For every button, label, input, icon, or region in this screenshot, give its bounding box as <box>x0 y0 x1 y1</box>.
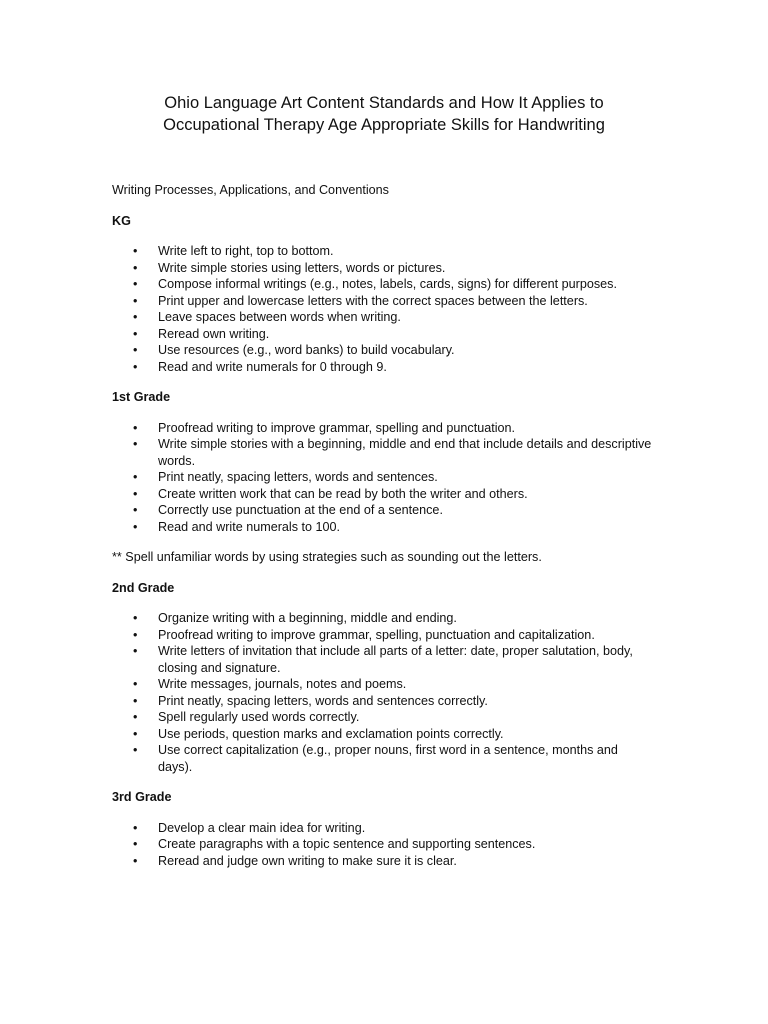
list-item <box>112 836 652 853</box>
list-item <box>112 326 652 343</box>
list-item <box>112 420 652 437</box>
bullet-icon: • <box>133 710 138 724</box>
bullet-icon: • <box>133 519 138 534</box>
section-intro: Writing Processes, Applications, and Conventions <box>112 183 389 197</box>
list-item <box>112 693 652 710</box>
bullet-icon: • <box>133 310 138 324</box>
bullet-icon: • <box>133 726 138 741</box>
bullet-icon: • <box>133 343 138 357</box>
list-item <box>112 309 652 326</box>
document-body <box>112 182 652 883</box>
list-item-text: Create written work that can be read by both the writer and others. <box>158 486 528 501</box>
bullet-icon: • <box>133 486 138 501</box>
heading-grade-3: 3rd Grade <box>112 790 172 804</box>
list-item-text: Reread own writing. <box>158 326 270 341</box>
bullet-icon: • <box>133 293 138 308</box>
list-item-text: Print neatly, spacing letters, words and sentences correctly. <box>158 693 488 708</box>
bullet-icon: • <box>133 677 138 691</box>
list-item-text: Write letters of invitation that include all parts of a letter: date, proper salutation, body, closing and signature. <box>158 644 633 675</box>
list-item <box>112 276 652 293</box>
bullet-icon: • <box>133 260 138 275</box>
list-item <box>112 627 652 644</box>
bullet-icon: • <box>133 644 138 658</box>
list-item <box>112 853 652 870</box>
list-item <box>112 643 652 676</box>
list-item-text: Correctly use punctuation at the end of a sentence. <box>158 503 443 517</box>
document-title <box>80 92 688 136</box>
title-line-1: Ohio Language Art Content Standards and How It Applies to <box>164 94 604 112</box>
list-item-text: Proofread writing to improve grammar, spelling, punctuation and capitalization. <box>158 627 595 642</box>
list-grade-1 <box>112 420 652 536</box>
list-item-text: Proofread writing to improve grammar, spelling and punctuation. <box>158 420 516 435</box>
bullet-icon: • <box>133 611 138 625</box>
list-item <box>112 436 652 469</box>
list-item <box>112 726 652 743</box>
bullet-icon: • <box>133 244 138 258</box>
list-item <box>112 486 652 503</box>
list-item <box>112 742 652 775</box>
list-item-text: Reread and judge own writing to make sure it is clear. <box>158 853 457 868</box>
bullet-icon: • <box>133 437 138 451</box>
list-item-text: Write simple stories with a beginning, middle and end that include details and descriptive words. <box>158 437 652 468</box>
heading-grade-2: 2nd Grade <box>112 580 175 595</box>
bullet-icon: • <box>133 420 138 435</box>
bullet-icon: • <box>133 470 138 484</box>
heading-grade-1: 1st Grade <box>112 390 171 404</box>
list-item <box>112 709 652 726</box>
list-item <box>112 820 652 837</box>
bullet-icon: • <box>133 743 138 757</box>
bullet-icon: • <box>133 693 138 708</box>
list-item <box>112 502 652 519</box>
list-item-text: Create paragraphs with a topic sentence and supporting sentences. <box>158 837 536 851</box>
list-item-text: Print upper and lowercase letters with the correct spaces between the letters. <box>158 293 588 308</box>
list-item-text: Develop a clear main idea for writing. <box>158 820 366 835</box>
list-item-text: Spell regularly used words correctly. <box>158 710 360 724</box>
list-item-text: Write left to right, top to bottom. <box>158 244 334 258</box>
list-grade-3 <box>112 820 652 870</box>
list-item <box>112 610 652 627</box>
list-item <box>112 519 652 536</box>
list-item-text: Write simple stories using letters, words or pictures. <box>158 260 446 275</box>
list-item <box>112 243 652 260</box>
title-line-2: Occupational Therapy Age Appropriate Skills for Handwriting <box>163 116 605 134</box>
list-item-text: Use correct capitalization (e.g., proper nouns, first word in a sentence, months and days). <box>158 743 618 774</box>
list-item-text: Write messages, journals, notes and poems. <box>158 677 407 691</box>
list-item-text: Read and write numerals to 100. <box>158 519 341 534</box>
list-item-text: Read and write numerals for 0 through 9. <box>158 359 387 374</box>
list-item-text: Compose informal writings (e.g., notes, labels, cards, signs) for different purposes. <box>158 277 617 291</box>
list-item <box>112 260 652 277</box>
list-item-text: Leave spaces between words when writing. <box>158 310 401 324</box>
list-item <box>112 342 652 359</box>
list-grade-2 <box>112 610 652 775</box>
list-item-text: Print neatly, spacing letters, words and sentences. <box>158 470 438 484</box>
bullet-icon: • <box>133 627 138 642</box>
bullet-icon: • <box>133 326 138 341</box>
list-item-text: Organize writing with a beginning, middle and ending. <box>158 611 457 625</box>
list-item-text: Use periods, question marks and exclamation points correctly. <box>158 726 504 741</box>
list-item <box>112 359 652 376</box>
list-kg <box>112 243 652 375</box>
bullet-icon: • <box>133 277 138 291</box>
bullet-icon: • <box>133 853 138 868</box>
bullet-icon: • <box>133 837 138 851</box>
spelling-note: ** Spell unfamiliar words by using strategies such as sounding out the letters. <box>112 550 542 564</box>
list-item <box>112 293 652 310</box>
list-item-text: Use resources (e.g., word banks) to build vocabulary. <box>158 343 455 357</box>
bullet-icon: • <box>133 820 138 835</box>
heading-kg: KG <box>112 213 131 228</box>
list-item <box>112 469 652 486</box>
list-item <box>112 676 652 693</box>
bullet-icon: • <box>133 359 138 374</box>
bullet-icon: • <box>133 503 138 517</box>
